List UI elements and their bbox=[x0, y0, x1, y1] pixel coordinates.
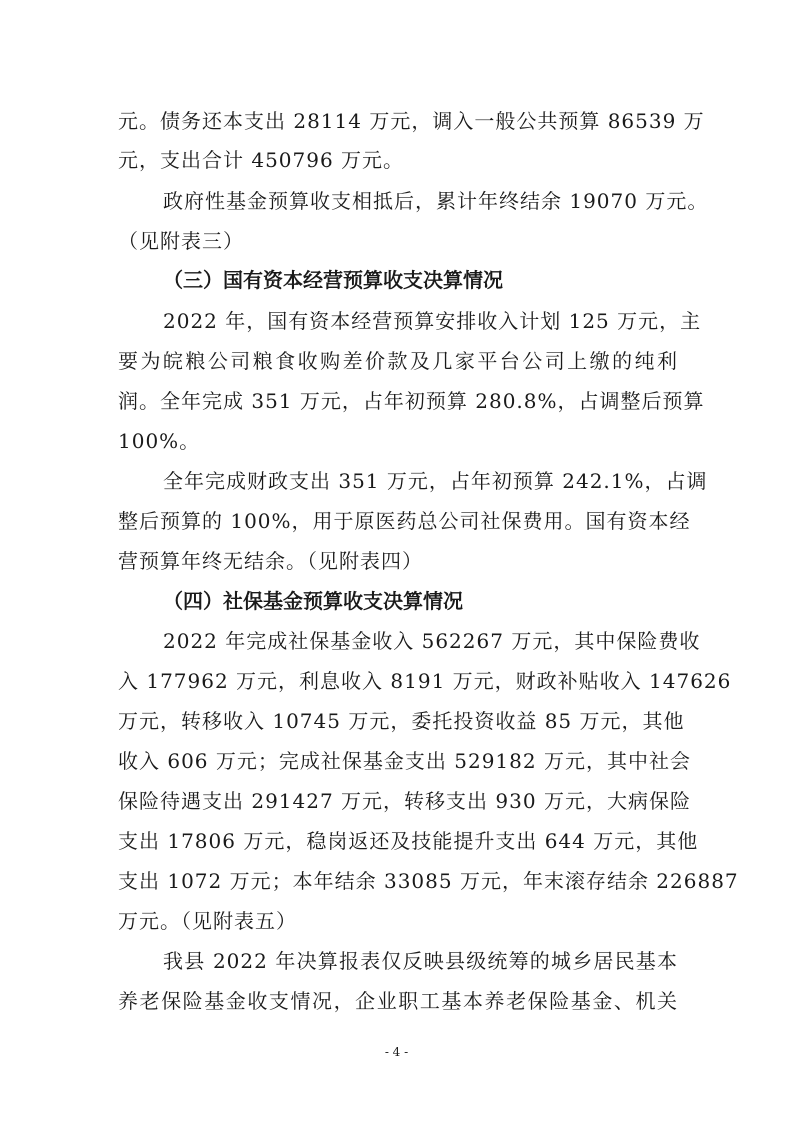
text-line: 入 177962 万元，利息收入 8191 万元，财政补贴收入 147626 bbox=[118, 669, 732, 693]
text-line: 100%。 bbox=[118, 429, 201, 453]
page-number: - 4 - bbox=[384, 1045, 409, 1059]
text-line: 养老保险基金收支情况，企业职工基本养老保险基金、机关 bbox=[118, 989, 678, 1013]
text-line: 整后预算的 100%，用于原医药总公司社保费用。国有资本经 bbox=[118, 509, 691, 533]
text-line: 支出 17806 万元，稳岗返还及技能提升支出 644 万元，其他 bbox=[118, 829, 699, 853]
text-line: 元。债务还本支出 28114 万元，调入一般公共预算 86539 万 bbox=[118, 109, 705, 133]
text-line: 保险待遇支出 291427 万元，转移支出 930 万元，大病保险 bbox=[118, 789, 691, 813]
section-heading-3: （三）国有资本经营预算收支决算情况 bbox=[163, 268, 503, 292]
text-line: 润。全年完成 351 万元，占年初预算 280.8%，占调整后预算 bbox=[118, 389, 705, 413]
text-line: 元，支出合计 450796 万元。 bbox=[118, 148, 405, 172]
text-line: 2022 年完成社保基金收入 562267 万元，其中保险费收 bbox=[163, 629, 701, 653]
text-line: 要为皖粮公司粮食收购差价款及几家平台公司上缴的纯利 bbox=[118, 349, 678, 373]
text-line: 我县 2022 年决算报表仅反映县级统筹的城乡居民基本 bbox=[163, 949, 678, 973]
text-line: 万元。（见附表五） bbox=[118, 909, 297, 933]
text-line: 全年完成财政支出 351 万元，占年初预算 242.1%，占调 bbox=[163, 469, 708, 493]
text-line: 营预算年终无结余。（见附表四） bbox=[118, 549, 423, 573]
text-line: 2022 年，国有资本经营预算安排收入计划 125 万元，主 bbox=[163, 309, 702, 333]
text-line: 万元，转移收入 10745 万元，委托投资收益 85 万元，其他 bbox=[118, 709, 685, 733]
text-line: 政府性基金预算收支相抵后，累计年终结余 19070 万元。 bbox=[163, 189, 709, 213]
text-line: （见附表三） bbox=[118, 229, 244, 253]
text-line: 支出 1072 万元；本年结余 33085 万元，年末滚存结余 226887 bbox=[118, 869, 739, 893]
text-line: 收入 606 万元；完成社保基金支出 529182 万元，其中社会 bbox=[118, 749, 691, 773]
section-heading-4: （四）社保基金预算收支决算情况 bbox=[163, 589, 463, 613]
